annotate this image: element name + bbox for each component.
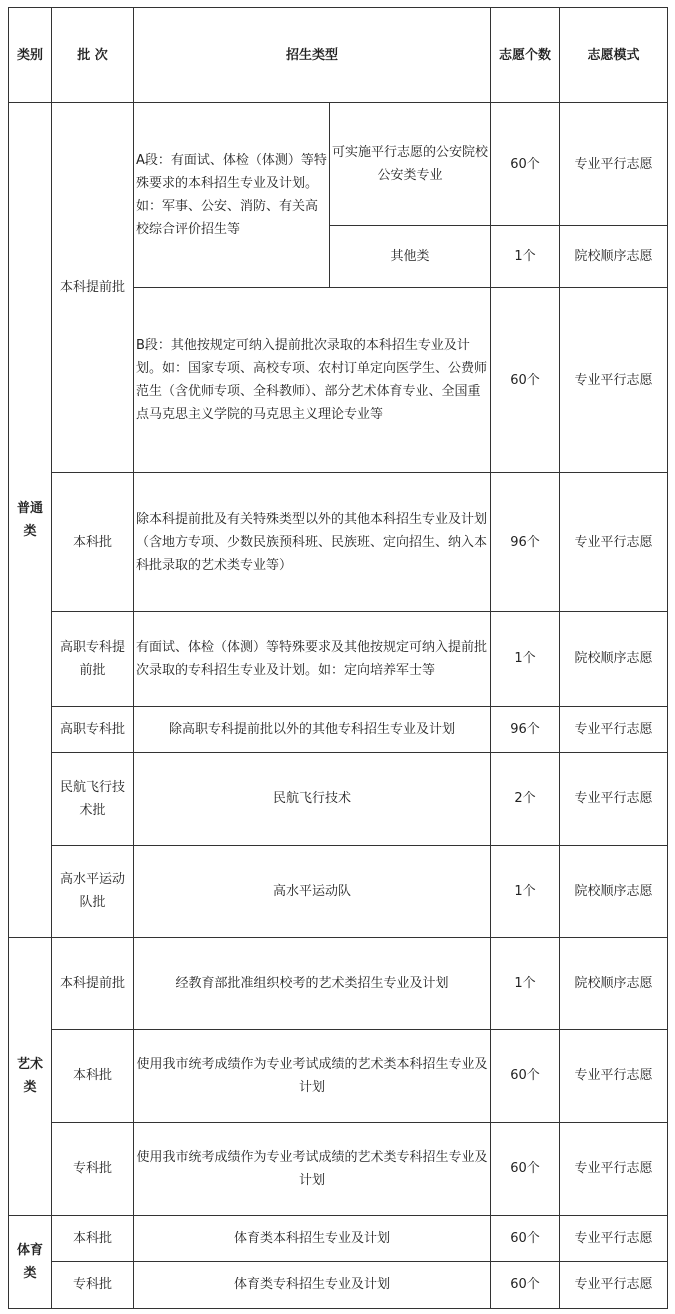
type-cell: 体育类本科招生专业及计划 bbox=[134, 1215, 491, 1261]
mode-cell: 院校顺序志愿 bbox=[560, 845, 668, 937]
batch-cell: 本科批 bbox=[52, 473, 134, 612]
header-batch: 批 次 bbox=[52, 8, 134, 103]
mode-cell: 专业平行志愿 bbox=[560, 288, 668, 473]
batch-cell: 专科批 bbox=[52, 1261, 134, 1308]
mode-cell: 院校顺序志愿 bbox=[560, 612, 668, 706]
type-cell: 使用我市统考成绩作为专业考试成绩的艺术类本科招生专业及计划 bbox=[134, 1029, 491, 1122]
batch-cell: 高水平运动队批 bbox=[52, 845, 134, 937]
count-cell: 60个 bbox=[491, 1261, 560, 1308]
type-cell: 有面试、体检（体测）等特殊要求及其他按规定可纳入提前批次录取的专科招生专业及计划。如：定向培养军士等 bbox=[134, 612, 491, 706]
mode-cell: 专业平行志愿 bbox=[560, 1122, 668, 1215]
header-row bbox=[9, 8, 668, 103]
count-cell: 1个 bbox=[491, 937, 560, 1029]
table-row bbox=[9, 1215, 668, 1261]
count-cell: 60个 bbox=[491, 1215, 560, 1261]
table-row bbox=[9, 845, 668, 937]
mode-cell: 专业平行志愿 bbox=[560, 103, 668, 226]
table-row bbox=[9, 706, 668, 752]
table-row bbox=[9, 612, 668, 706]
segment-b-text: B段：其他按规定可纳入提前批次录取的本科招生专业及计划。如：国家专项、高校专项、农村订单定向医学生、公费师范生（含优师专项、全科教师）、部分艺术体育专业、全国重点马克思主义学院的马克思主义理论专业等 bbox=[134, 288, 491, 473]
table-row bbox=[9, 1029, 668, 1122]
category-general: 普通类 bbox=[9, 103, 52, 938]
mode-cell: 院校顺序志愿 bbox=[560, 226, 668, 288]
batch-cell: 本科提前批 bbox=[52, 103, 134, 473]
mode-cell: 专业平行志愿 bbox=[560, 473, 668, 612]
count-cell: 1个 bbox=[491, 226, 560, 288]
type-cell: 除高职专科提前批以外的其他专科招生专业及计划 bbox=[134, 706, 491, 752]
batch-cell: 高职专科提前批 bbox=[52, 612, 134, 706]
table-row bbox=[9, 937, 668, 1029]
batch-cell: 民航飞行技术批 bbox=[52, 752, 134, 845]
table-row bbox=[9, 1261, 668, 1308]
category-art: 艺术类 bbox=[9, 937, 52, 1215]
mode-cell: 专业平行志愿 bbox=[560, 1215, 668, 1261]
header-count: 志愿个数 bbox=[491, 8, 560, 103]
count-cell: 60个 bbox=[491, 1029, 560, 1122]
header-type: 招生类型 bbox=[134, 8, 491, 103]
count-cell: 96个 bbox=[491, 706, 560, 752]
type-cell: 体育类专科招生专业及计划 bbox=[134, 1261, 491, 1308]
count-cell: 60个 bbox=[491, 103, 560, 226]
type-cell: 经教育部批准组织校考的艺术类招生专业及计划 bbox=[134, 937, 491, 1029]
category-sports: 体育类 bbox=[9, 1215, 52, 1308]
batch-cell: 专科批 bbox=[52, 1122, 134, 1215]
type-cell: 民航飞行技术 bbox=[134, 752, 491, 845]
admission-table bbox=[8, 7, 668, 1309]
sub-type-police: 可实施平行志愿的公安院校公安类专业 bbox=[330, 103, 491, 226]
mode-cell: 院校顺序志愿 bbox=[560, 937, 668, 1029]
type-cell: 高水平运动队 bbox=[134, 845, 491, 937]
mode-cell: 专业平行志愿 bbox=[560, 1261, 668, 1308]
type-cell: 除本科提前批及有关特殊类型以外的其他本科招生专业及计划（含地方专项、少数民族预科班、民族班、定向招生、纳入本科批录取的艺术类专业等） bbox=[134, 473, 491, 612]
mode-cell: 专业平行志愿 bbox=[560, 752, 668, 845]
count-cell: 1个 bbox=[491, 612, 560, 706]
sub-type-other: 其他类 bbox=[330, 226, 491, 288]
table-row bbox=[9, 1122, 668, 1215]
batch-cell: 本科批 bbox=[52, 1215, 134, 1261]
count-cell: 96个 bbox=[491, 473, 560, 612]
table-row bbox=[9, 752, 668, 845]
table-row bbox=[9, 103, 668, 226]
count-cell: 60个 bbox=[491, 288, 560, 473]
count-cell: 1个 bbox=[491, 845, 560, 937]
batch-cell: 本科批 bbox=[52, 1029, 134, 1122]
mode-cell: 专业平行志愿 bbox=[560, 1029, 668, 1122]
batch-cell: 高职专科批 bbox=[52, 706, 134, 752]
count-cell: 60个 bbox=[491, 1122, 560, 1215]
count-cell: 2个 bbox=[491, 752, 560, 845]
table-row bbox=[9, 473, 668, 612]
header-mode: 志愿模式 bbox=[560, 8, 668, 103]
mode-cell: 专业平行志愿 bbox=[560, 706, 668, 752]
segment-a-text: A段：有面试、体检（体测）等特殊要求的本科招生专业及计划。如：军事、公安、消防、有关高校综合评价招生等 bbox=[134, 103, 330, 288]
header-category: 类别 bbox=[9, 8, 52, 103]
batch-cell: 本科提前批 bbox=[52, 937, 134, 1029]
type-cell: 使用我市统考成绩作为专业考试成绩的艺术类专科招生专业及计划 bbox=[134, 1122, 491, 1215]
